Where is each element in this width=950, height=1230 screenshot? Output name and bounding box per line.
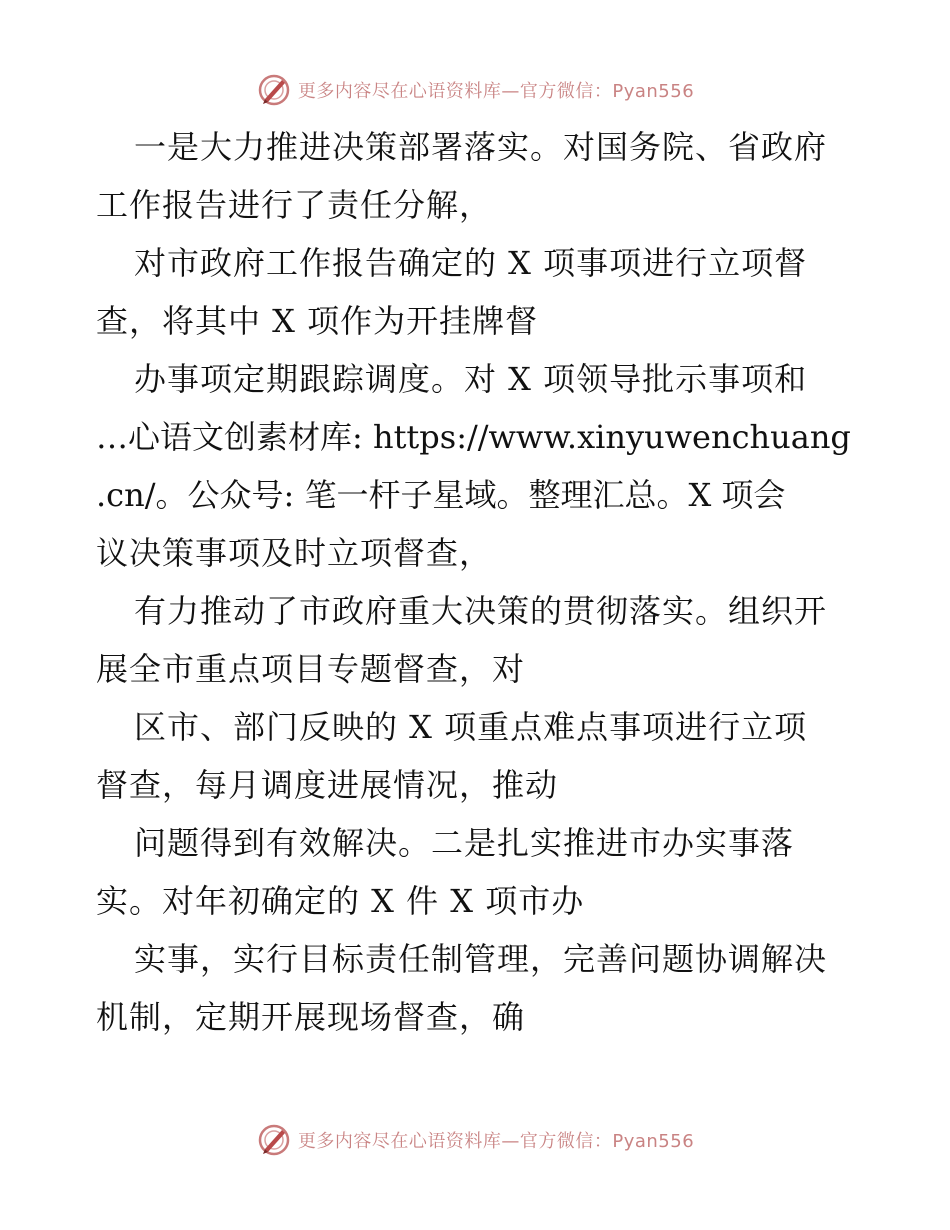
footer-banner-text: 更多内容尽在心语资料库—官方微信：Pyan556: [297, 1131, 695, 1152]
header-banner: [0, 70, 950, 110]
body-line: 工作报告进行了责任分解，: [96, 186, 493, 224]
body-line: 机制，定期开展现场督查，确: [96, 998, 526, 1036]
pen-logo-icon: [256, 1122, 292, 1158]
body-line: .cn/。公众号: 笔一杆子星域。整理汇总。X 项会: [96, 476, 786, 514]
body-line: 查，将其中 X 项作为开挂牌督: [96, 302, 539, 340]
body-line: 区市、部门反映的 X 项重点难点事项进行立项: [134, 708, 808, 746]
body-line: 督查，每月调度进展情况，推动: [96, 766, 559, 804]
body-line: 实。对年初确定的 X 件 X 项市办: [96, 882, 585, 920]
body-line: 对市政府工作报告确定的 X 项事项进行立项督: [134, 244, 808, 282]
body-line: 问题得到有效解决。二是扎实推进市办实事落: [134, 824, 795, 862]
footer-banner: [0, 1120, 950, 1160]
body-line: 实事，实行目标责任制管理，完善问题协调解决: [134, 940, 828, 978]
pen-logo-icon: [256, 72, 292, 108]
header-banner-text: 更多内容尽在心语资料库—官方微信：Pyan556: [297, 81, 695, 102]
document-body: [96, 118, 856, 1046]
body-line: 一是大力推进决策部署落实。对国务院、省政府: [134, 128, 828, 166]
body-line: …心语文创素材库: https://www.xinyuwenchuang: [96, 418, 851, 456]
body-line: 有力推动了市政府重大决策的贯彻落实。组织开: [134, 592, 828, 630]
body-line: 展全市重点项目专题督查，对: [96, 650, 526, 688]
body-line: 议决策事项及时立项督查，: [96, 534, 493, 572]
body-line: 办事项定期跟踪调度。对 X 项领导批示事项和: [134, 360, 808, 398]
